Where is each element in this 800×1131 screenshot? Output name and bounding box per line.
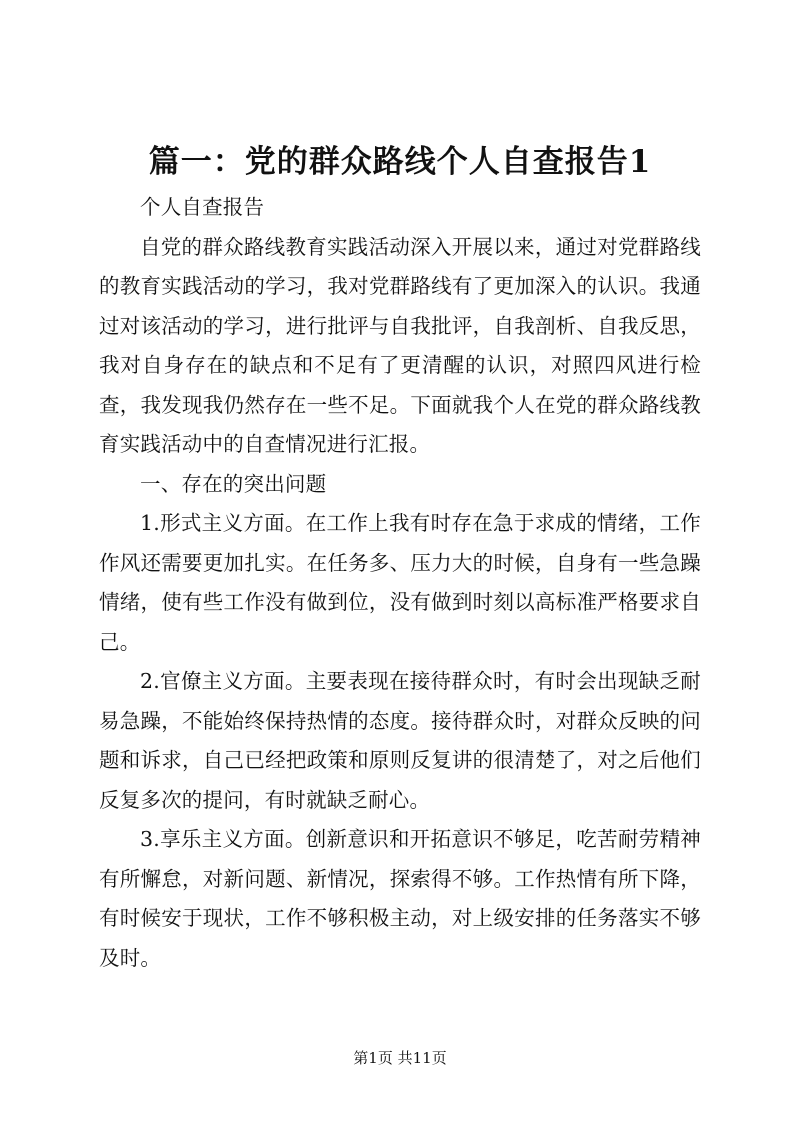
formalism-paragraph: 1.形式主义方面。在工作上我有时存在急于求成的情绪，工作作风还需要更加扎实。在任务多、压力大的时候，自身有一些急躁情绪，使有些工作没有做到位，没有做到时刻以高标准严格要求自己。 (99, 511, 701, 654)
hedonism-paragraph: 3.享乐主义方面。创新意识和开拓意识不够足，吃苦耐劳精神有所懈怠，对新问题、新情况，探索得不够。工作热情有所下降，有时候安于现状，工作不够积极主动，对上级安排的任务落实不够及时。 (99, 827, 701, 970)
report-subtitle: 个人自查报告 (140, 195, 265, 219)
document-body (99, 188, 701, 978)
intro-paragraph: 自党的群众路线教育实践活动深入开展以来，通过对党群路线的教育实践活动的学习，我对党群路线有了更加深入的认识。我通过对该活动的学习，进行批评与自我批评，自我剖析、自我反思，我对自身存在的缺点和不足有了更清醒的认识，对照四风进行检查，我发现我仍然存在一些不足。下面就我个人在党的群众路线教育实践活动中的自查情况进行汇报。 (99, 234, 701, 456)
bureaucratism-paragraph: 2.官僚主义方面。主要表现在接待群众时，有时会出现缺乏耐易急躁，不能始终保持热情的态度。接待群众时，对群众反映的问题和诉求，自己已经把政策和原则反复讲的很清楚了，对之后他们反复多次的提问，有时就缺乏耐心。 (99, 669, 701, 812)
page-footer: 第1页 共11页 (353, 1049, 447, 1067)
section-heading: 一、存在的突出问题 (140, 471, 327, 496)
document-title: 篇一：党的群众路线个人自查报告1 (148, 144, 652, 180)
